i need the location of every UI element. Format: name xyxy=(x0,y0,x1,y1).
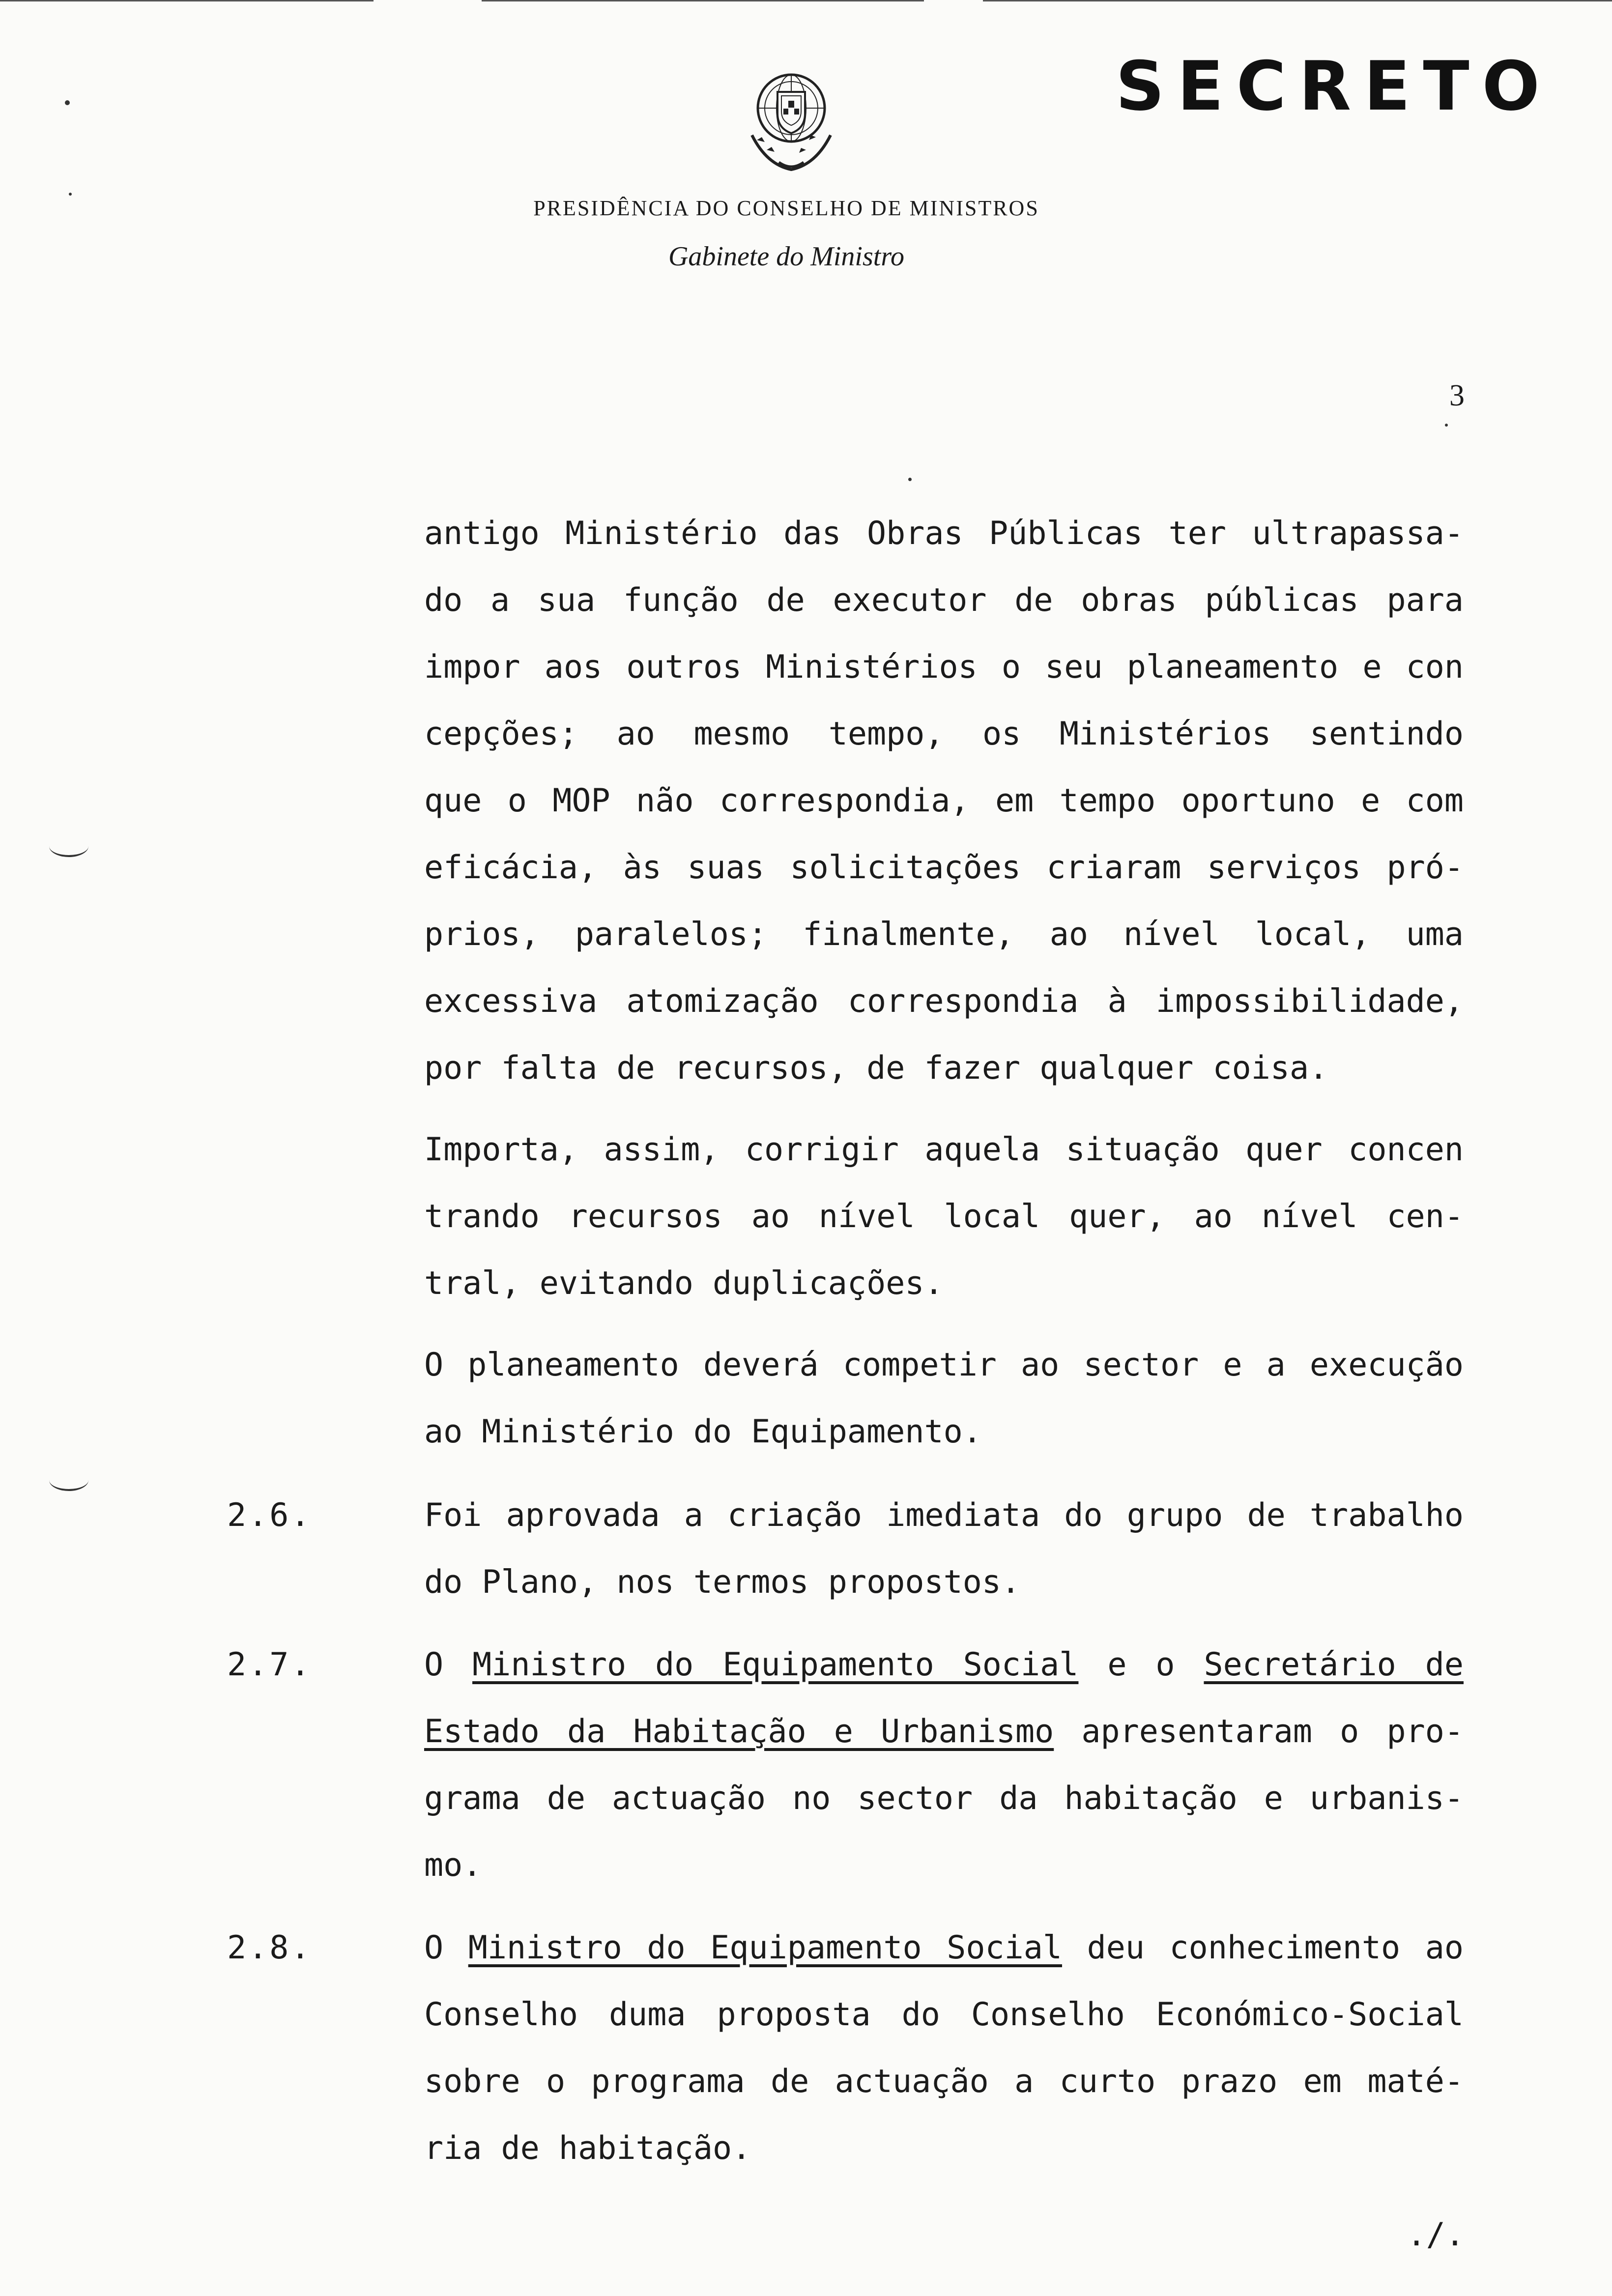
text-line: Importa, assim, corrigir aquela situação quer concen xyxy=(424,1131,1464,1168)
item-2-6 xyxy=(424,1482,1464,1616)
scan-speck xyxy=(69,193,72,196)
text-span: apresentaram o pro- xyxy=(1054,1713,1464,1750)
page-number: 3 xyxy=(1449,379,1465,412)
text-line: por falta de recursos, de fazer qualquer coisa. xyxy=(424,1050,1328,1087)
office-name: Gabinete do Ministro xyxy=(668,241,905,272)
text-line: grama de actuação no sector da habitação e urbanis- xyxy=(424,1780,1464,1817)
coat-of-arms-seal-icon xyxy=(732,61,850,179)
scan-speck xyxy=(65,100,70,105)
underlined-minister-title: Ministro do Equipamento Social xyxy=(468,1929,1063,1966)
text-span: deu conhecimento ao xyxy=(1062,1929,1464,1966)
punch-hole-mark xyxy=(49,1469,88,1491)
text-line: excessiva atomização correspondia à impossibilidade, xyxy=(424,983,1464,1020)
text-line xyxy=(424,1632,1464,1698)
text-line: que o MOP não correspondia, em tempo oportuno e com xyxy=(424,782,1464,819)
text-line: sobre o programa de actuação a curto prazo em maté- xyxy=(424,2063,1464,2100)
institution-name: PRESIDÊNCIA DO CONSELHO DE MINISTROS xyxy=(533,196,1039,220)
scan-speck xyxy=(1445,424,1448,427)
text-line: antigo Ministério das Obras Públicas ter ultrapassa- xyxy=(424,515,1464,552)
scan-speck xyxy=(908,478,912,481)
text-line: eficácia, às suas solicitações criaram serviços pró- xyxy=(424,849,1464,886)
text-line: Foi aprovada a criação imediata do grupo de trabalho xyxy=(424,1497,1464,1534)
item-number: 2.8. xyxy=(227,1929,312,1966)
text-span: O xyxy=(424,1929,468,1966)
underlined-secretary-title: Secretário de xyxy=(1204,1646,1464,1683)
text-line: prios, paralelos; finalmente, ao nível local, uma xyxy=(424,916,1464,953)
item-2-8 xyxy=(424,1915,1464,2182)
item-number: 2.7. xyxy=(227,1646,312,1683)
item-2-7 xyxy=(424,1632,1464,1899)
underlined-minister-title: Ministro do Equipamento Social xyxy=(472,1646,1079,1683)
text-line: mo. xyxy=(424,1847,482,1884)
text-line: ria de habitação. xyxy=(424,2130,751,2167)
text-span: e o xyxy=(1078,1646,1204,1683)
text-line: impor aos outros Ministérios o seu planeamento e con xyxy=(424,649,1464,686)
text-line: cepções; ao mesmo tempo, os Ministérios sentindo xyxy=(424,716,1464,752)
text-line: O planeamento deverá competir ao sector e a execução xyxy=(424,1347,1464,1383)
intro-paragraph xyxy=(424,500,1464,1102)
continuation-mark: ./. xyxy=(1407,2216,1465,2253)
underlined-secretary-title: Estado da Habitação e Urbanismo xyxy=(424,1713,1054,1750)
text-line: do Plano, nos termos propostos. xyxy=(424,1564,1021,1601)
text-line xyxy=(424,1698,1464,1765)
text-span: O xyxy=(424,1646,473,1683)
paragraph xyxy=(424,1117,1464,1317)
punch-hole-mark xyxy=(49,835,88,857)
classification-stamp: SECRETO xyxy=(1116,47,1553,126)
text-line: tral, evitando duplicações. xyxy=(424,1265,944,1302)
item-number: 2.6. xyxy=(227,1497,312,1534)
text-line: do a sua função de executor de obras públicas para xyxy=(424,582,1464,619)
text-line xyxy=(424,1915,1464,1981)
text-line: Conselho duma proposta do Conselho Económico-Social xyxy=(424,1996,1464,2033)
scan-edge-rule xyxy=(482,0,924,1)
text-line: ao Ministério do Equipamento. xyxy=(424,1413,982,1450)
paragraph xyxy=(424,1332,1464,1465)
scan-edge-rule xyxy=(0,0,374,1)
scan-edge-rule xyxy=(983,0,1612,1)
text-line: trando recursos ao nível local quer, ao nível cen- xyxy=(424,1198,1464,1235)
